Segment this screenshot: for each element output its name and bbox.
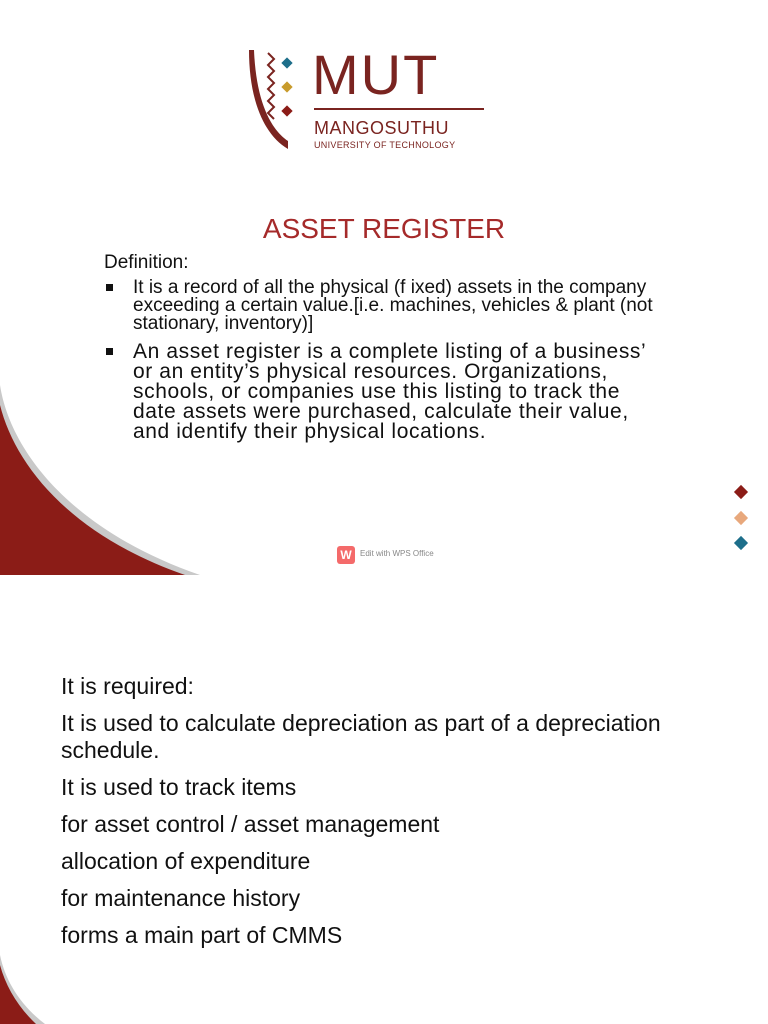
bullet-text: It is a record of all the physical (f ixed) assets in the company exceeding a certain value.[i.e. machines, vehicles & plant (not stationary, inventory)] [133,277,653,334]
slide-requirements [0,575,768,1024]
wps-logo-icon: W [337,546,355,564]
slide-title: ASSET REGISTER [262,213,506,244]
diamond-tan-icon [734,511,748,525]
list-item: allocation of expenditure [61,848,311,874]
logo-name: MANGOSUTHU [314,118,449,138]
university-logo [246,45,486,155]
logo-divider [314,108,484,110]
diamond-teal-icon [734,536,748,550]
decorative-wave-icon [0,955,60,1024]
list-item: for maintenance history [61,885,301,911]
bullet-square-icon [106,284,113,291]
list-item: forms a main part of CMMS [61,922,343,948]
bullet-text: An asset register is a complete listing of a business’ or an entity’s physical resources. Organizations, schools, or companies use this listing to track the date assets were purchased, calculate their value, and identify their physical locations. [133,340,646,443]
bullet-square-icon [106,348,113,355]
logo-subtitle: UNIVERSITY OF TECHNOLOGY [314,140,456,150]
list-item: It is required: [61,673,194,699]
list-item [104,279,664,333]
definition-label: Definition: [104,252,189,273]
list-item: for asset control / asset management [61,811,440,837]
decorative-wave-icon [0,370,200,575]
diamond-maroon-icon [734,485,748,499]
logo-emblem-icon [246,45,306,155]
wps-watermark-text: Edit with WPS Office [360,549,434,558]
list-item: It is used to calculate depreciation as part of a depreciation schedule. [61,710,661,763]
logo-acronym: MUT [312,43,440,106]
list-item: It is used to track items [61,774,297,800]
requirements-list [61,673,721,959]
